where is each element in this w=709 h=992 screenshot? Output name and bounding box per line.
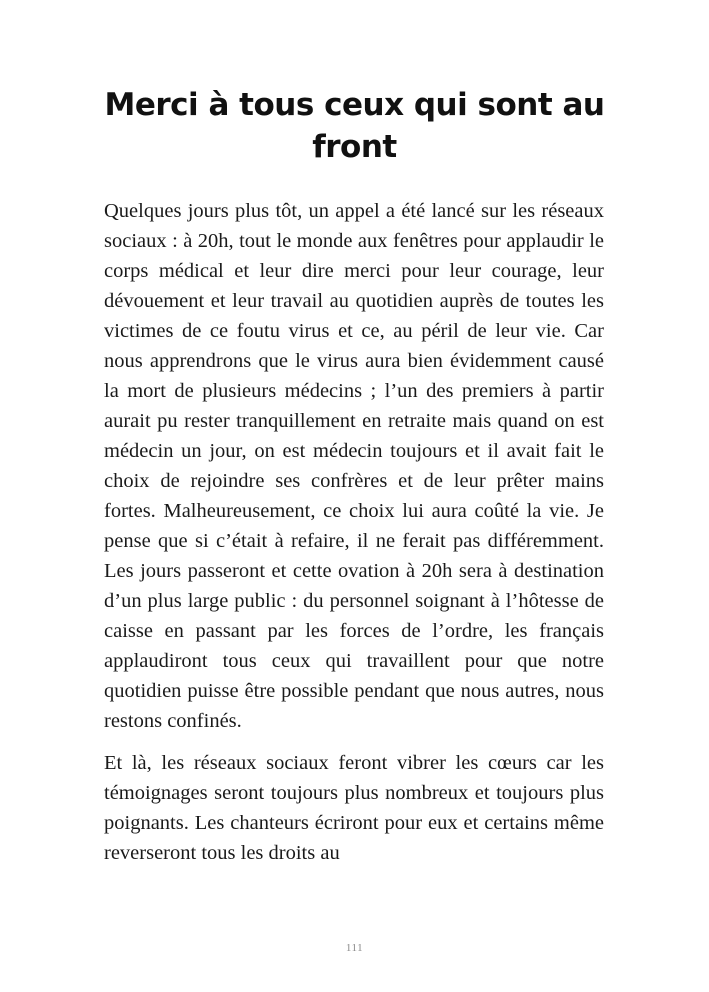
body-text <box>104 196 604 868</box>
paragraph-2: Et là, les réseaux sociaux feront vibrer les cœurs car les témoignages seront toujours plus nombreux et toujours plus poignants. Les chanteurs écriront pour eux et certains même reverseront tous les droits au <box>104 752 604 864</box>
page-number: 111 <box>345 942 364 954</box>
paragraph-1: Quelques jours plus tôt, un appel a été lancé sur les réseaux sociaux : à 20h, tout le monde aux fenêtres pour applaudir le corps médical et leur dire merci pour leur courage, leur dévouement et leur travail au quotidien auprès de toutes les victimes de ce foutu virus et ce, au péril de leur vie. Car nous apprendrons que le virus aura bien évidemment causé la mort de plusieurs médecins ; l’un des premiers à partir aurait pu rester tranquillement en retraite mais quand on est médecin un jour, on est médecin toujours et il avait fait le choix de rejoindre ses confrères et de leur prêter mains fortes. Malheureusement, ce choix lui aura coûté la vie. Je pense que si c’était à refaire, il ne ferait pas différemment. Les jours passeront et cette ovation à 20h sera à destination d’un plus large public : du personnel soignant à l’hôtesse de caisse en passant par les forces de l’ordre, les français applaudiront tous ceux qui travaillent pour que notre quotidien puisse être possible pendant que nous autres, nous restons confinés. <box>104 200 604 732</box>
chapter-title: Merci à tous ceux qui sont au front <box>104 87 605 165</box>
